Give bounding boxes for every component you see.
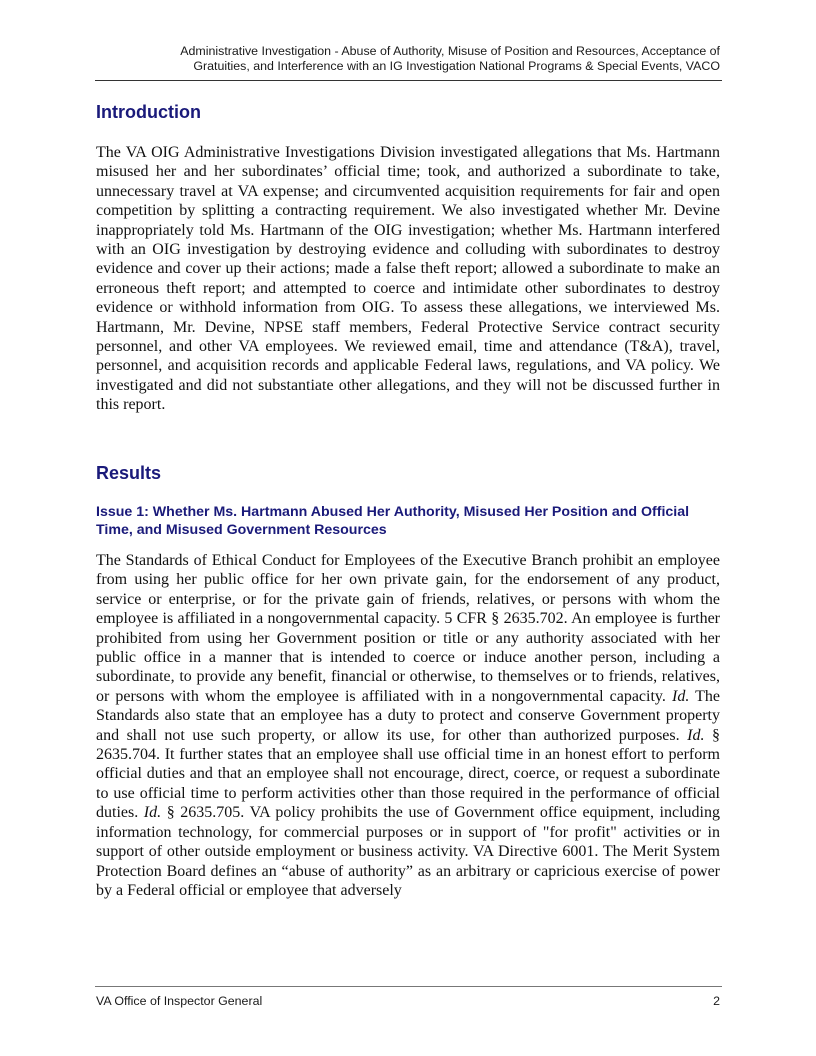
header-divider xyxy=(95,80,722,81)
issue-1-text-part-3: § 2635.704. It further states that an employee shall use official time in an honest effort to perform official duties and that an employee shall not encourage, direct, coerce, or request a subordinate to use official time to perform activities other than those required in the performance of official duties. xyxy=(96,726,721,822)
footer-organization: VA Office of Inspector General xyxy=(96,994,263,1008)
running-header-line-2: Gratuities, and Interference with an IG Investigation National Programs & Special Events, VACO xyxy=(193,59,720,73)
citation-id-3: Id. xyxy=(143,804,162,822)
issue-1-text-part-1: The Standards of Ethical Conduct for Employees of the Executive Branch prohibit an employee from using her public office for her own private gain, for the endorsement of any product, service or enterprise, or for the private gain of friends, relatives, or persons with whom the employee is affiliated in a nongovernmental capacity. 5 CFR § 2635.702. An employee is further prohibited from using her Government position or title or any authority associated with her public office in a manner that is intended to coerce or induce another person, including a subordinate, to provide any benefit, financial or otherwise, to themselves or to friends, relatives, or persons with whom the employee is affiliated with in a nongovernmental capacity. xyxy=(96,552,720,705)
results-heading: Results xyxy=(96,463,162,483)
citation-id-2: Id. xyxy=(687,726,705,744)
issue-1-heading: Issue 1: Whether Ms. Hartmann Abused Her Authority, Misused Her Position and Official Time, and Misused Government Resources xyxy=(96,504,690,538)
introduction-paragraph: The VA OIG Administrative Investigations Division investigated allegations that Ms. Hartmann misused her and her subordinates’ official time; took, and authorized a subordinate to take, unnecessary travel at VA expense; and circumvented acquisition requirements for fair and open competition by splitting a contracting requirement. We also investigated whether Mr. Devine inappropriately told Ms. Hartmann of the OIG investigation; whether Ms. Hartmann interfered with an OIG investigation by destroying evidence and colluding with subordinates to destroy evidence and cover up their actions; made a false theft report; allowed a subordinate to make an erroneous theft report; and attempted to coerce and intimidate other subordinates to destroy evidence or withhold information from OIG. To assess these allegations, we interviewed Ms. Hartmann, Mr. Devine, NPSE staff members, Federal Protective Service contract security personnel, and other VA employees. We reviewed email, time and attendance (T&A), travel, personnel, and acquisition records and applicable Federal laws, regulations, and VA policy. We investigated and did not substantiate other allegations, and they will not be discussed further in this report. xyxy=(96,144,720,414)
introduction-heading: Introduction xyxy=(96,102,201,122)
issue-1-text-part-2: The Standards also state that an employee has a duty to protect and conserve Government property and shall not use such property, or allow its use, for other than authorized purposes. xyxy=(96,687,720,744)
page-number: 2 xyxy=(713,994,720,1008)
citation-id-1: Id. xyxy=(671,687,690,705)
running-header-line-1: Administrative Investigation - Abuse of Authority, Misuse of Position and Resources, Acceptance of xyxy=(180,44,720,58)
running-header xyxy=(96,44,720,74)
footer-divider xyxy=(95,986,722,987)
issue-1-paragraph xyxy=(96,551,720,900)
issue-1-text-part-4: § 2635.705. VA policy prohibits the use of Government office equipment, including information technology, for commercial purposes or in support of "for profit" activities or in support of other outside employment or business activity. VA Directive 6001. The Merit System Protection Board defines an “abuse of authority” as an arbitrary or capricious exercise of power by a Federal official or employee that adversely xyxy=(96,804,720,899)
